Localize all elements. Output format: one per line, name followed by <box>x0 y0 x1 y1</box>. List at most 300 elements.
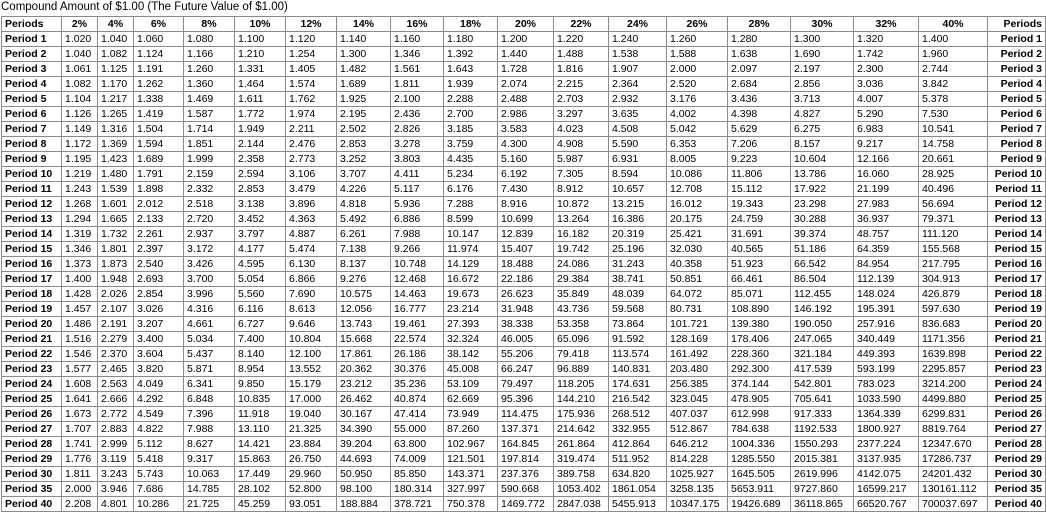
table-cell: 144.210 <box>554 392 609 407</box>
table-cell: 2.502 <box>337 122 391 137</box>
table-cell: 1.428 <box>62 287 98 302</box>
header-rate: 20% <box>498 17 554 32</box>
table-cell: 1.960 <box>919 47 988 62</box>
table-cell: 1.320 <box>854 32 919 47</box>
table-cell: 10.575 <box>337 287 391 302</box>
table-cell: 4.822 <box>134 422 184 437</box>
table-cell: 1.262 <box>134 77 184 92</box>
table-cell: 4.908 <box>554 137 609 152</box>
table-cell: 412.864 <box>609 437 667 452</box>
table-cell: 1.587 <box>184 107 235 122</box>
table-cell: 2.288 <box>444 92 498 107</box>
table-cell: 1.265 <box>98 107 134 122</box>
table-cell: 26.623 <box>498 287 554 302</box>
table-cell: 2.074 <box>498 77 554 92</box>
table-cell: 2.853 <box>337 137 391 152</box>
table-cell: 35.236 <box>391 377 444 392</box>
table-cell: 1.419 <box>134 107 184 122</box>
table-cell: 197.814 <box>498 452 554 467</box>
table-cell: 1.080 <box>184 32 235 47</box>
table-cell: 304.913 <box>919 272 988 287</box>
row-period-label: Period 25 <box>2 392 62 407</box>
table-cell: 27.983 <box>854 197 919 212</box>
row-period-label-right: Period 10 <box>988 167 1046 182</box>
table-cell: 5.629 <box>728 122 791 137</box>
row-period-label-right: Period 5 <box>988 92 1046 107</box>
table-cell: 5.378 <box>919 92 988 107</box>
table-cell: 4.508 <box>609 122 667 137</box>
table-cell: 6.931 <box>609 152 667 167</box>
table-cell: 2.195 <box>337 107 391 122</box>
table-cell: 10.086 <box>667 167 728 182</box>
row-period-label: Period 14 <box>2 227 62 242</box>
table-cell: 4.300 <box>498 137 554 152</box>
table-cell: 44.693 <box>337 452 391 467</box>
table-cell: 195.391 <box>854 302 919 317</box>
table-cell: 1.741 <box>62 437 98 452</box>
table-cell: 121.501 <box>444 452 498 467</box>
table-cell: 93.051 <box>286 497 337 512</box>
row-period-label: Period 30 <box>2 467 62 482</box>
table-cell: 1.191 <box>134 62 184 77</box>
table-cell: 321.184 <box>791 347 854 362</box>
table-cell: 139.380 <box>728 317 791 332</box>
table-row <box>2 62 1046 77</box>
table-cell: 203.480 <box>667 362 728 377</box>
table-cell: 268.512 <box>609 407 667 422</box>
row-period-label: Period 18 <box>2 287 62 302</box>
table-cell: 112.139 <box>854 272 919 287</box>
row-period-label-right: Period 2 <box>988 47 1046 62</box>
row-period-label: Period 8 <box>2 137 62 152</box>
table-cell: 2.191 <box>98 317 134 332</box>
table-cell: 1.061 <box>62 62 98 77</box>
table-cell: 7.686 <box>134 482 184 497</box>
table-cell: 340.449 <box>854 332 919 347</box>
table-cell: 12.708 <box>667 182 728 197</box>
table-cell: 108.890 <box>728 302 791 317</box>
table-cell: 4499.880 <box>919 392 988 407</box>
table-cell: 47.414 <box>391 407 444 422</box>
table-cell: 8819.764 <box>919 422 988 437</box>
table-cell: 1.811 <box>391 77 444 92</box>
table-row <box>2 497 1046 512</box>
table-cell: 1.594 <box>134 137 184 152</box>
row-period-label-right: Period 27 <box>988 422 1046 437</box>
table-cell: 7.690 <box>286 287 337 302</box>
header-rate: 30% <box>791 17 854 32</box>
table-cell: 40.358 <box>667 257 728 272</box>
table-cell: 140.831 <box>609 362 667 377</box>
table-cell: 21.199 <box>854 182 919 197</box>
table-cell: 1.801 <box>98 242 134 257</box>
table-cell: 217.795 <box>919 257 988 272</box>
table-cell: 45.259 <box>235 497 286 512</box>
table-cell: 23.298 <box>791 197 854 212</box>
table-cell: 1.195 <box>62 152 98 167</box>
table-cell: 1.516 <box>62 332 98 347</box>
table-cell: 20.319 <box>609 227 667 242</box>
table-cell: 2.540 <box>134 257 184 272</box>
table-cell: 4.363 <box>286 212 337 227</box>
table-cell: 1.040 <box>98 32 134 47</box>
table-cell: 1192.533 <box>791 422 854 437</box>
table-cell: 10.748 <box>391 257 444 272</box>
table-cell: 2.358 <box>235 152 286 167</box>
table-cell: 1.360 <box>184 77 235 92</box>
table-cell: 11.806 <box>728 167 791 182</box>
table-cell: 13.215 <box>609 197 667 212</box>
table-cell: 74.009 <box>391 452 444 467</box>
table-row <box>2 362 1046 377</box>
table-cell: 5.474 <box>286 242 337 257</box>
table-cell: 1.601 <box>98 197 134 212</box>
table-row <box>2 167 1046 182</box>
table-cell: 7.400 <box>235 332 286 347</box>
table-cell: 2377.224 <box>854 437 919 452</box>
table-cell: 36.937 <box>854 212 919 227</box>
row-period-label-right: Period 13 <box>988 212 1046 227</box>
table-cell: 6.116 <box>235 302 286 317</box>
table-cell: 5.054 <box>235 272 286 287</box>
table-cell: 1.772 <box>235 107 286 122</box>
table-cell: 1.160 <box>391 32 444 47</box>
table-cell: 5.112 <box>134 437 184 452</box>
table-cell: 700037.697 <box>919 497 988 512</box>
table-cell: 137.371 <box>498 422 554 437</box>
table-cell: 2.159 <box>184 167 235 182</box>
table-cell: 9727.860 <box>791 482 854 497</box>
table-cell: 1861.054 <box>609 482 667 497</box>
table-cell: 2.937 <box>184 227 235 242</box>
table-cell: 3.452 <box>235 212 286 227</box>
table-cell: 14.785 <box>184 482 235 497</box>
table-cell: 161.492 <box>667 347 728 362</box>
table-cell: 1.120 <box>286 32 337 47</box>
table-cell: 18.488 <box>498 257 554 272</box>
table-cell: 1.400 <box>919 32 988 47</box>
table-cell: 5.290 <box>854 107 919 122</box>
table-cell: 87.260 <box>444 422 498 437</box>
table-cell: 612.998 <box>728 407 791 422</box>
table-cell: 17.861 <box>337 347 391 362</box>
table-cell: 1.538 <box>609 47 667 62</box>
table-cell: 178.406 <box>728 332 791 347</box>
table-cell: 1.346 <box>391 47 444 62</box>
table-row <box>2 257 1046 272</box>
table-cell: 9.266 <box>391 242 444 257</box>
table-row <box>2 152 1046 167</box>
table-cell: 5.437 <box>184 347 235 362</box>
table-cell: 1.100 <box>235 32 286 47</box>
row-period-label-right: Period 4 <box>988 77 1046 92</box>
table-cell: 7.396 <box>184 407 235 422</box>
header-rate: 28% <box>728 17 791 32</box>
table-row <box>2 317 1046 332</box>
table-cell: 1.673 <box>62 407 98 422</box>
table-cell: 3214.200 <box>919 377 988 392</box>
table-cell: 29.384 <box>554 272 609 287</box>
table-cell: 2.000 <box>667 62 728 77</box>
table-cell: 2295.857 <box>919 362 988 377</box>
table-cell: 2847.038 <box>554 497 609 512</box>
table-cell: 1.373 <box>62 257 98 272</box>
table-cell: 1.742 <box>854 47 919 62</box>
table-cell: 1.240 <box>609 32 667 47</box>
table-cell: 15.407 <box>498 242 554 257</box>
table-row <box>2 212 1046 227</box>
row-period-label: Period 17 <box>2 272 62 287</box>
table-cell: 13.110 <box>235 422 286 437</box>
table-cell: 3.185 <box>444 122 498 137</box>
table-cell: 478.905 <box>728 392 791 407</box>
table-cell: 9.223 <box>728 152 791 167</box>
table-cell: 2.999 <box>98 437 134 452</box>
table-cell: 98.100 <box>337 482 391 497</box>
table-cell: 4142.075 <box>854 467 919 482</box>
table-cell: 9.850 <box>235 377 286 392</box>
table-cell: 1.482 <box>337 62 391 77</box>
table-cell: 2.000 <box>62 482 98 497</box>
table-cell: 1.200 <box>498 32 554 47</box>
table-cell: 6.261 <box>337 227 391 242</box>
header-rate: 4% <box>98 17 134 32</box>
table-cell: 4.801 <box>98 497 134 512</box>
table-cell: 8.912 <box>554 182 609 197</box>
table-cell: 50.950 <box>337 467 391 482</box>
row-period-label: Period 15 <box>2 242 62 257</box>
table-cell: 2.703 <box>554 92 609 107</box>
table-cell: 407.037 <box>667 407 728 422</box>
table-cell: 26.750 <box>286 452 337 467</box>
table-cell: 73.949 <box>444 407 498 422</box>
table-cell: 10.872 <box>554 197 609 212</box>
table-cell: 66520.767 <box>854 497 919 512</box>
row-period-label: Period 4 <box>2 77 62 92</box>
table-cell: 2.332 <box>184 182 235 197</box>
table-cell: 84.954 <box>854 257 919 272</box>
table-cell: 34.390 <box>337 422 391 437</box>
table-cell: 4.002 <box>667 107 728 122</box>
table-cell: 27.393 <box>444 317 498 332</box>
table-cell: 1.690 <box>791 47 854 62</box>
table-cell: 73.864 <box>609 317 667 332</box>
table-cell: 14.129 <box>444 257 498 272</box>
row-period-label-right: Period 16 <box>988 257 1046 272</box>
table-cell: 48.757 <box>854 227 919 242</box>
table-cell: 4.292 <box>134 392 184 407</box>
table-cell: 95.396 <box>498 392 554 407</box>
table-cell: 1.423 <box>98 152 134 167</box>
row-period-label: Period 9 <box>2 152 62 167</box>
row-period-label-right: Period 29 <box>988 452 1046 467</box>
table-cell: 6.353 <box>667 137 728 152</box>
table-cell: 3.172 <box>184 242 235 257</box>
table-cell: 25.196 <box>609 242 667 257</box>
table-cell: 19.040 <box>286 407 337 422</box>
table-cell: 1.172 <box>62 137 98 152</box>
table-cell: 1.260 <box>184 62 235 77</box>
table-cell: 12.166 <box>854 152 919 167</box>
table-cell: 5.034 <box>184 332 235 347</box>
table-cell: 3.583 <box>498 122 554 137</box>
table-cell: 1.546 <box>62 347 98 362</box>
table-cell: 80.731 <box>667 302 728 317</box>
table-cell: 2.773 <box>286 152 337 167</box>
table-cell: 86.504 <box>791 272 854 287</box>
table-cell: 28.102 <box>235 482 286 497</box>
header-rate: 26% <box>667 17 728 32</box>
table-cell: 1.346 <box>62 242 98 257</box>
table-cell: 216.542 <box>609 392 667 407</box>
row-period-label-right: Period 15 <box>988 242 1046 257</box>
table-cell: 30.376 <box>391 362 444 377</box>
table-cell: 111.120 <box>919 227 988 242</box>
table-cell: 1.294 <box>62 212 98 227</box>
table-cell: 7.206 <box>728 137 791 152</box>
row-period-label: Period 6 <box>2 107 62 122</box>
table-cell: 5.160 <box>498 152 554 167</box>
table-cell: 16599.217 <box>854 482 919 497</box>
row-period-label: Period 26 <box>2 407 62 422</box>
table-cell: 2.856 <box>791 77 854 92</box>
table-cell: 1033.590 <box>854 392 919 407</box>
table-cell: 24.086 <box>554 257 609 272</box>
table-cell: 6.130 <box>286 257 337 272</box>
table-cell: 3258.135 <box>667 482 728 497</box>
table-cell: 7.138 <box>337 242 391 257</box>
table-cell: 101.721 <box>667 317 728 332</box>
table-cell: 2619.996 <box>791 467 854 482</box>
table-cell: 1.140 <box>337 32 391 47</box>
table-cell: 3.946 <box>98 482 134 497</box>
row-period-label-right: Period 3 <box>988 62 1046 77</box>
table-cell: 26.462 <box>337 392 391 407</box>
table-cell: 1.873 <box>98 257 134 272</box>
table-cell: 1.280 <box>728 32 791 47</box>
table-cell: 1.260 <box>667 32 728 47</box>
table-cell: 19.673 <box>444 287 498 302</box>
table-cell: 5.987 <box>554 152 609 167</box>
table-cell: 3.604 <box>134 347 184 362</box>
table-cell: 20.175 <box>667 212 728 227</box>
table-cell: 2.133 <box>134 212 184 227</box>
table-cell: 1.488 <box>554 47 609 62</box>
table-cell: 1.300 <box>337 47 391 62</box>
header-rate: 16% <box>391 17 444 32</box>
table-cell: 2.197 <box>791 62 854 77</box>
table-cell: 1.338 <box>134 92 184 107</box>
header-periods-left: Periods <box>2 17 62 32</box>
table-cell: 31.948 <box>498 302 554 317</box>
table-cell: 30.288 <box>791 212 854 227</box>
table-cell: 6.866 <box>286 272 337 287</box>
table-cell: 1.400 <box>62 272 98 287</box>
table-cell: 3.713 <box>791 92 854 107</box>
row-period-label: Period 1 <box>2 32 62 47</box>
table-cell: 2.700 <box>444 107 498 122</box>
table-cell: 19.343 <box>728 197 791 212</box>
table-cell: 1.219 <box>62 167 98 182</box>
table-cell: 39.374 <box>791 227 854 242</box>
table-cell: 378.721 <box>391 497 444 512</box>
table-cell: 8.140 <box>235 347 286 362</box>
table-cell: 12.100 <box>286 347 337 362</box>
table-row <box>2 392 1046 407</box>
table-cell: 8.599 <box>444 212 498 227</box>
table-cell: 24201.432 <box>919 467 988 482</box>
table-cell: 1469.772 <box>498 497 554 512</box>
table-cell: 4.661 <box>184 317 235 332</box>
table-row <box>2 227 1046 242</box>
table-row <box>2 287 1046 302</box>
table-cell: 8.594 <box>609 167 667 182</box>
table-row <box>2 332 1046 347</box>
table-row <box>2 272 1046 287</box>
table-cell: 23.212 <box>337 377 391 392</box>
table-cell: 17.449 <box>235 467 286 482</box>
header-rate: 32% <box>854 17 919 32</box>
table-cell: 12.468 <box>391 272 444 287</box>
table-cell: 5.936 <box>391 197 444 212</box>
table-cell: 8.613 <box>286 302 337 317</box>
table-cell: 1.319 <box>62 227 98 242</box>
table-cell: 6.275 <box>791 122 854 137</box>
table-cell: 2.436 <box>391 107 444 122</box>
table-cell: 4.226 <box>337 182 391 197</box>
row-period-label-right: Period 24 <box>988 377 1046 392</box>
table-cell: 40.874 <box>391 392 444 407</box>
table-cell: 10.541 <box>919 122 988 137</box>
table-cell: 389.758 <box>554 467 609 482</box>
table-cell: 1.504 <box>134 122 184 137</box>
table-body <box>2 32 1046 512</box>
table-cell: 36118.865 <box>791 497 854 512</box>
table-cell: 16.182 <box>554 227 609 242</box>
table-cell: 1.539 <box>98 182 134 197</box>
table-cell: 1.665 <box>98 212 134 227</box>
table-cell: 4.818 <box>337 197 391 212</box>
table-cell: 261.864 <box>554 437 609 452</box>
table-cell: 327.997 <box>444 482 498 497</box>
table-cell: 1.948 <box>98 272 134 287</box>
table-cell: 17.922 <box>791 182 854 197</box>
table-cell: 6299.831 <box>919 407 988 422</box>
row-period-label-right: Period 17 <box>988 272 1046 287</box>
table-cell: 1.714 <box>184 122 235 137</box>
table-cell: 2.932 <box>609 92 667 107</box>
table-cell: 155.568 <box>919 242 988 257</box>
table-cell: 3.207 <box>134 317 184 332</box>
table-cell: 6.848 <box>184 392 235 407</box>
table-cell: 2.826 <box>391 122 444 137</box>
row-period-label-right: Period 1 <box>988 32 1046 47</box>
row-period-label: Period 13 <box>2 212 62 227</box>
row-period-label-right: Period 40 <box>988 497 1046 512</box>
table-cell: 3.252 <box>337 152 391 167</box>
table-row <box>2 197 1046 212</box>
table-cell: 2.594 <box>235 167 286 182</box>
row-period-label: Period 16 <box>2 257 62 272</box>
table-cell: 597.630 <box>919 302 988 317</box>
table-cell: 1.440 <box>498 47 554 62</box>
table-cell: 14.758 <box>919 137 988 152</box>
table-cell: 1025.927 <box>667 467 728 482</box>
table-cell: 319.474 <box>554 452 609 467</box>
table-cell: 5.042 <box>667 122 728 137</box>
table-cell: 1.149 <box>62 122 98 137</box>
table-cell: 1.166 <box>184 47 235 62</box>
